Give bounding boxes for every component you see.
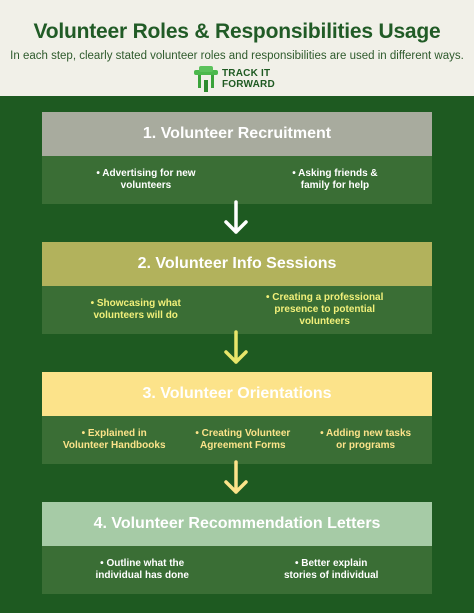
bullet-line: Volunteer Handbooks [62,440,166,451]
header [0,0,474,96]
bullet-line: stories of individual [283,570,379,581]
step-1-item-1 [96,168,195,192]
arrow-down-icon [224,460,248,496]
bullet-line: volunteers [299,316,350,327]
bullet-line: family for help [300,180,370,191]
bullet-line: or programs [336,440,396,451]
step-3-item-2 [195,428,290,452]
bullet-line: individual has done [95,570,189,581]
step-2-title: 2. Volunteer Info Sessions [42,242,432,286]
tree-icon [193,66,219,92]
bullet-line: volunteers will do [93,310,178,321]
step-1-item-2 [292,168,377,192]
bullet-line: Agreement Forms [200,440,286,451]
bullet-line: • Outline what the [100,558,185,569]
bullet-line: presence to potential [274,304,375,315]
step-4-item-1 [96,558,189,582]
bullet-line: • Showcasing what [90,298,181,309]
step-4-title: 4. Volunteer Recommendation Letters [42,502,432,546]
bullet-line: • Explained in [81,428,147,439]
bullet-line: • Better explain [294,558,368,569]
step-2-item-1 [91,298,181,322]
logo-line-1: TRACK IT [222,68,271,79]
bullet-line: • Creating Volunteer [195,428,291,439]
step-3-body [42,416,432,464]
step-4-item-2 [284,558,378,582]
arrow-down-icon [224,330,248,366]
logo-text [222,68,275,90]
step-3-item-3 [320,428,411,452]
track-it-forward-logo [193,66,283,92]
page-subtitle: In each step, clearly stated volunteer roles and responsibilities are used in different ways. [10,50,464,62]
step-4-body [42,546,432,594]
step-1-body [42,156,432,204]
logo-line-2: FORWARD [222,79,275,90]
step-3-item-1 [63,428,166,452]
bullet-line: • Adding new tasks [320,428,412,439]
page-title: Volunteer Roles & Responsibilities Usage [33,20,441,43]
bullet-line: volunteers [120,180,172,191]
arrow-down-icon [224,200,248,236]
step-2-item-2 [266,292,383,328]
bullet-line: • Asking friends & [292,168,378,179]
bullet-line: • Creating a professional [265,292,384,303]
step-1-title: 1. Volunteer Recruitment [42,112,432,156]
step-2-body [42,286,432,334]
step-3-title: 3. Volunteer Orientations [42,372,432,416]
bullet-line: • Advertising for new [96,168,196,179]
